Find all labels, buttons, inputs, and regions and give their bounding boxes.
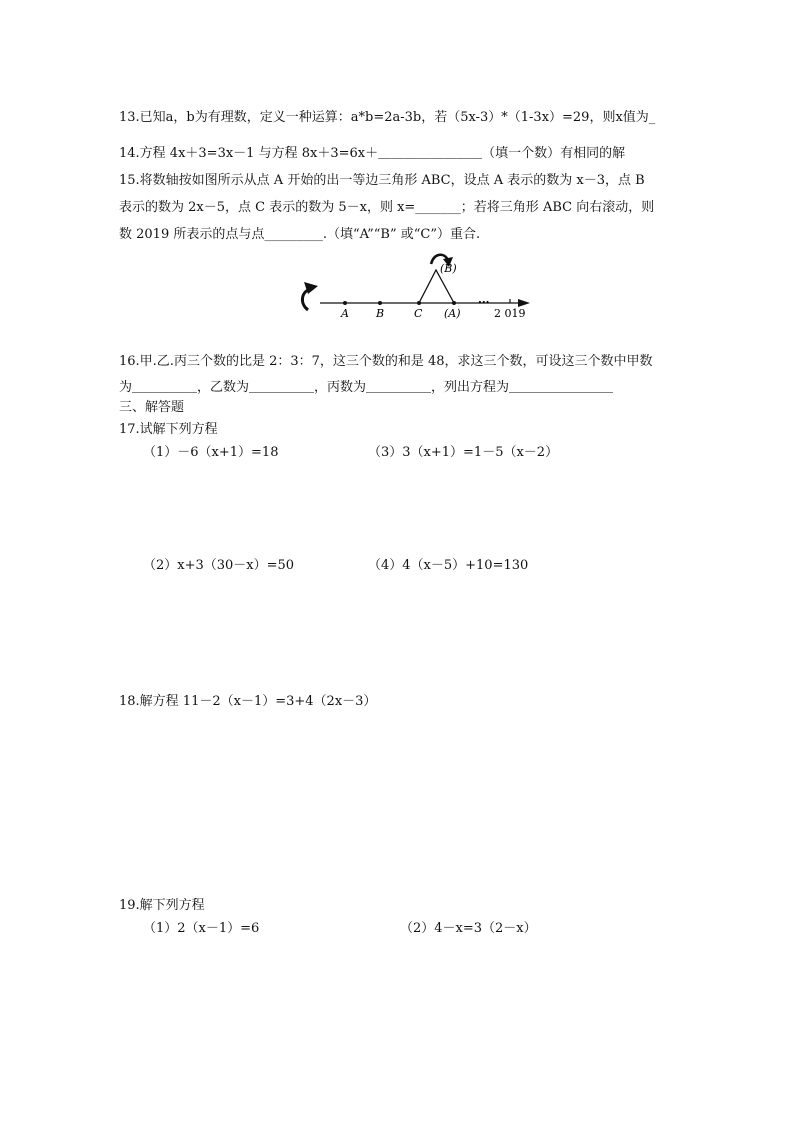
label-c: C xyxy=(414,307,423,320)
question-19-part-2: （2）4－x=3（2－x） xyxy=(400,921,537,936)
question-17-part-2: （2）x+3（30－x）=50 xyxy=(143,558,295,573)
question-17-part-4: （4）4（x－5）+10=130 xyxy=(368,558,529,573)
label-b: B xyxy=(376,307,385,320)
ellipsis: ··· xyxy=(478,296,490,309)
question-13: 13.已知a，b为有理数，定义一种运算：a*b=2a-3b，若（5x-3）*（1-3x）=29，则x值为_ xyxy=(119,110,656,125)
section-heading: 三、解答题 xyxy=(119,400,185,415)
axis-arrow-icon xyxy=(518,299,530,307)
label-a: A xyxy=(341,307,349,320)
number-line-figure xyxy=(290,248,540,328)
label-a-prime: (A) xyxy=(444,307,461,320)
question-15-line-1: 15.将数轴按如图所示从点 A 开始的出一等边三角形 ABC，设点 A 表示的数为 x－3，点 B xyxy=(119,173,645,188)
question-19-title: 19.解下列方程 xyxy=(119,898,205,913)
point-a xyxy=(343,301,347,305)
point-b xyxy=(378,301,382,305)
question-19-part-1: （1）2（x－1）=6 xyxy=(143,921,260,936)
question-16-line-2: 为＿＿＿＿＿，乙数为＿＿＿＿＿，丙数为＿＿＿＿＿，列出方程为＿＿＿＿＿＿＿＿ xyxy=(119,380,614,395)
question-15-line-2: 表示的数为 2x－5，点 C 表示的数为 5－x，则 x=_______；若将三角形 ABC 向右滚动，则 xyxy=(119,200,655,215)
label-b-apex: (B) xyxy=(440,262,457,275)
question-16-line-1: 16.甲.乙.丙三个数的比是 2：3：7，这三个数的和是 48，求这三个数，可设这三个数中甲数 xyxy=(119,354,653,369)
question-17-part-1: （1）－6（x+1）=18 xyxy=(143,445,279,460)
label-2019: 2 019 xyxy=(494,307,526,320)
question-15-line-3: 数 2019 所表示的点与点_________.（填“A”“B” 或“C”）重合. xyxy=(119,227,481,242)
question-18: 18.解方程 11－2（x－1）=3+4（2x－3） xyxy=(119,694,377,709)
question-17-part-3: （3）3（x+1）=1－5（x－2） xyxy=(368,445,559,460)
question-17-title: 17.试解下列方程 xyxy=(119,422,218,437)
question-14: 14.方程 4x＋3=3x－1 与方程 8x＋3=6x＋＿＿＿＿＿＿＿＿（填一个数）有相同的解 xyxy=(119,146,626,161)
